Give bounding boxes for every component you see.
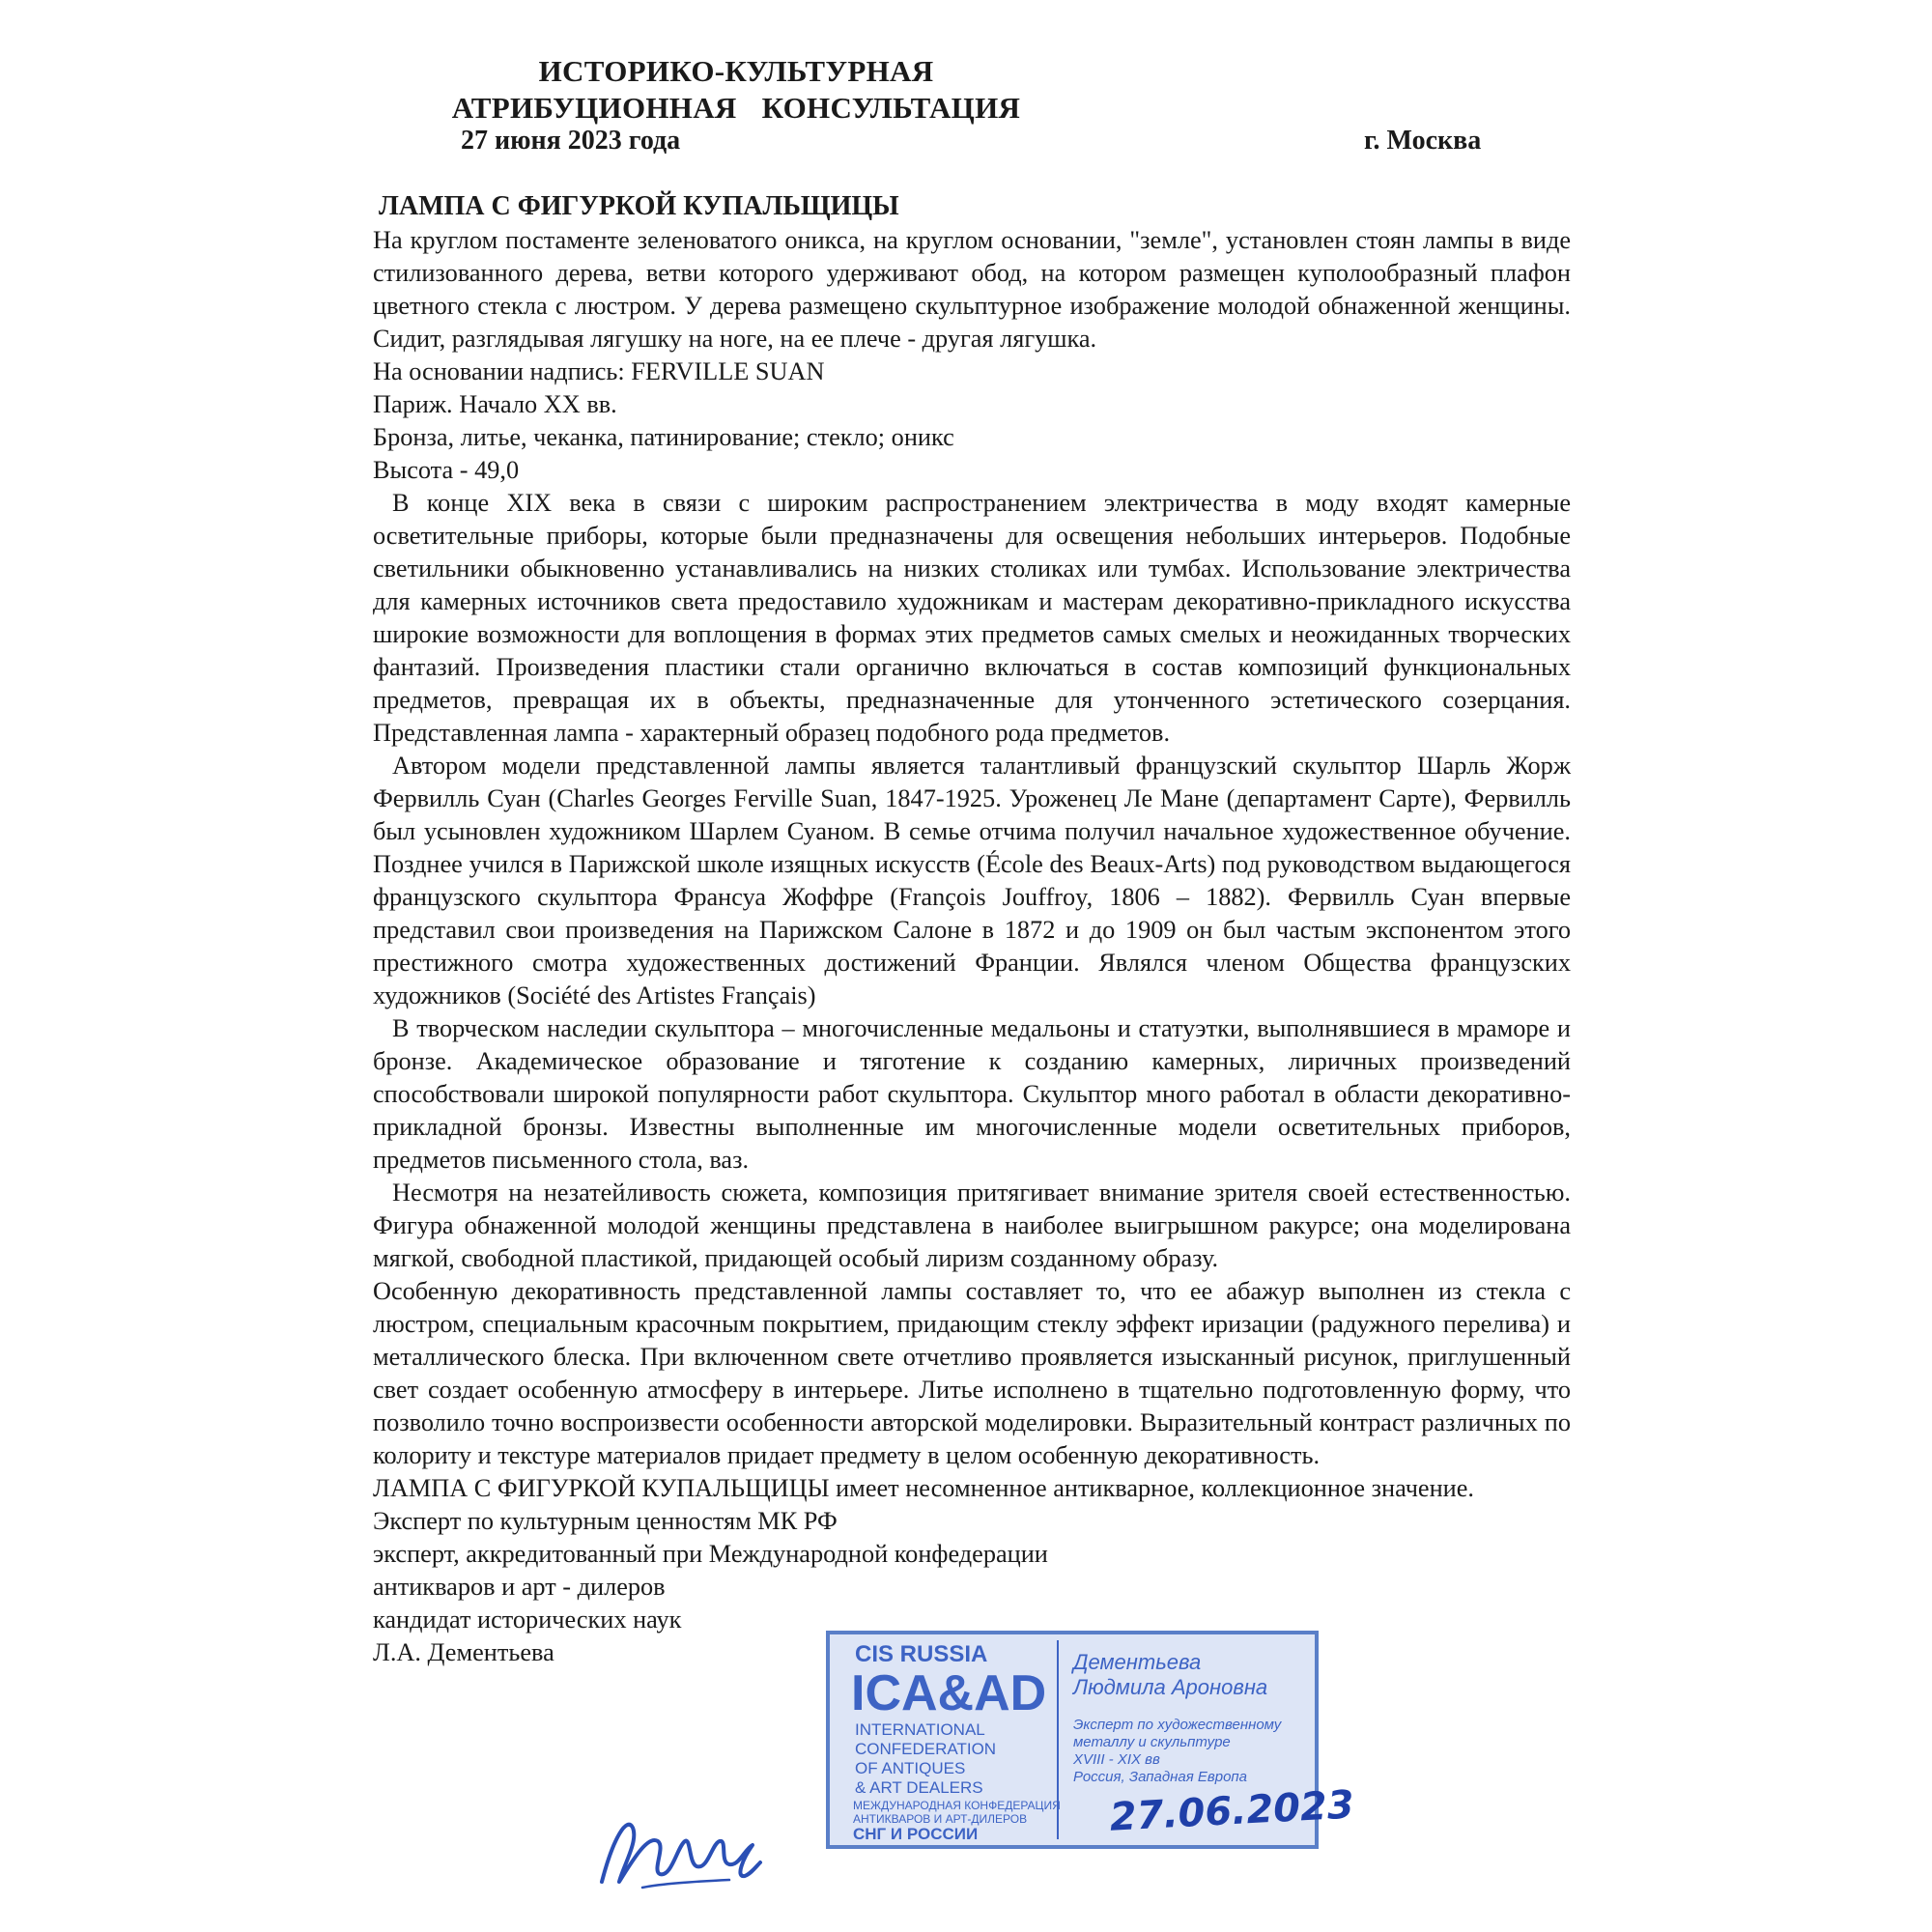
conclusion-statement: имеет несомненное антикварное, коллекционное значение. [836, 1474, 1474, 1502]
item-inscription: На основании надпись: FERVILLE SUAN [373, 357, 825, 385]
stamp-expert-name: Людмила Ароновна [1073, 1675, 1268, 1699]
document-title-line2: АТРИБУЦИОННАЯ КОНСУЛЬТАЦИЯ [451, 91, 1021, 125]
stamp-org-ru-3: СНГ И РОССИИ [853, 1825, 979, 1843]
stamp-org-en-3: OF ANTIQUES [855, 1759, 966, 1777]
paragraph-2: Автором модели представленной лампы является талантливый французский скульптор Шарль Жорж Фервилль Суан (Charles Georges Ferville Suan, 1847-1925. Уроженец Ле Мане (департамент Сарте), Фервилль был усыновлен художником Шарлем Суаном. В семье отчима получил начальное художественное обучение. Позднее учился в Парижской школе изящных искусств (École des Beaux-Arts) под руководством выдающегося французского скульптора Франсуа Жоффре (François Jouffroy, 1806 – 1882). Фервилль Суан впервые представил свои произведения на Парижском Салоне в 1872 и до 1909 он был частым экспонентом этого престижного смотра художественных достижений Франции. Являлся членом Общества французских художников (Société des Artistes Français) [373, 752, 1571, 1009]
document-title-line1: ИСТОРИКО-КУЛЬТУРНАЯ [538, 54, 934, 88]
stamp-org-abbr: ICA&AD [851, 1665, 1047, 1721]
stamp-spec-2: металлу и скульптуре [1073, 1734, 1231, 1750]
signature-graphic [584, 1799, 768, 1895]
paragraph-1: В конце XIX века в связи с широким распространением электричества в моду входят камерные осветительные приборы, которые были предназначены для освещения небольших интерьеров. Подобные светильники обыкновенно устанавливались на низких столиках или тумбах. Использование электричества для камерных источников света предоставило художникам и мастерам декоративно-прикладного искусства широкие возможности для воплощения в формах этих предметов самых смелых и неожиданных творческих фантазий. Произведения пластики стали органично включаться в состав композиций функциональных предметов, превращая их в объекты, предназначенные для утонченного эстетического созерцания. Представленная лампа - характерный образец подобного рода предметов. [373, 489, 1571, 747]
stamp-org-ru-2: АНТИКВАРОВ И АРТ-ДИЛЕРОВ [853, 1812, 1028, 1826]
stamp-org-top: CIS RUSSIA [855, 1641, 988, 1667]
stamp-org-en-4: & ART DEALERS [855, 1778, 983, 1797]
paragraph-4: Несмотря на незатейливость сюжета, композиция притягивает внимание зрителя своей естественностью. Фигура обнаженной молодой женщины представлена в наиболее выигрышном ракурсе; она моделирована мягкой, свободной пластикой, придающей особый лиризм созданному образу. [373, 1179, 1571, 1272]
stamp-expert-surname: Дементьева [1073, 1650, 1202, 1674]
document-city: г. Москва [1364, 126, 1482, 156]
stamp-handwritten-date: 27.06.2023 [1108, 1782, 1355, 1840]
stamp-graphic [830, 1634, 1355, 1845]
signatory-line1: Эксперт по культурным ценностям МК РФ [373, 1507, 838, 1535]
document-body [373, 189, 1571, 1669]
conclusion-item-name: ЛАМПА С ФИГУРКОЙ КУПАЛЬЩИЦЫ [373, 1474, 830, 1502]
item-name-heading: ЛАМПА С ФИГУРКОЙ КУПАЛЬЩИЦЫ [379, 191, 899, 221]
stamp-spec-4: Россия, Западная Европа [1073, 1769, 1248, 1785]
stamp-spec-1: Эксперт по художественному [1073, 1717, 1282, 1733]
stamp-org-ru-1: МЕЖДУНАРОДНАЯ КОНФЕДЕРАЦИЯ [853, 1799, 1061, 1812]
paragraph-5: Особенную декоративность представленной лампы составляет то, что ее абажур выполнен из стекла с люстром, специальным красочным покрытием, придающим стеклу эффект иризации (радужного перелива) и металлического блеска. При включенном свете отчетливо проявляется изысканный рисунок, приглушенный свет создает особенную атмосферу в интерьере. Литье исполнено в тщательно подготовленную форму, что позволило точно воспроизвести особенности авторской моделировки. Выразительный контраст различных по колориту и текстуре материалов придает предмету в целом особенную декоративность. [373, 1277, 1571, 1469]
paragraph-3: В творческом наследии скульптора – многочисленные медальоны и статуэтки, выполнявшиеся в мраморе и бронзе. Академическое образование и тяготение к созданию камерных, лиричных произведений способствовали широкой популярности работ скульптора. Скульптор много работал в области декоративно-прикладной бронзы. Известны выполненные им многочисленные модели осветительных приборов, предметов письменного стола, ваз. [373, 1014, 1571, 1174]
signatory-line4: кандидат исторических наук [373, 1605, 682, 1634]
signatory-line2: эксперт, аккредитованный при Международной конфедерации [373, 1540, 1048, 1568]
signatory-name: Л.А. Дементьева [373, 1638, 554, 1666]
signatory-line3: антикваров и арт - дилеров [373, 1573, 666, 1601]
stamp-spec-3: XVIII - XIX вв [1073, 1751, 1160, 1768]
item-description: На круглом постаменте зеленоватого оникса, на круглом основании, "земле", установлен стоян лампы в виде стилизованного дерева, ветви которого удерживают обод, на котором размещен куполообразный плафон цветного стекла с люстром. У дерева размещено скульптурное изображение молодой обнаженной женщины. Сидит, разглядывая лягушку на ноге, на ее плече - другая лягушка. [373, 226, 1571, 353]
stamp-org-en-2: CONFEDERATION [855, 1740, 997, 1758]
stamp-org-en-1: INTERNATIONAL [855, 1720, 985, 1739]
item-materials: Бронза, литье, чеканка, патинирование; стекло; оникс [373, 423, 954, 451]
item-height: Высота - 49,0 [373, 456, 520, 484]
expert-stamp [826, 1631, 1355, 1849]
document-date: 27 июня 2023 года [461, 126, 681, 156]
signature [584, 1799, 768, 1900]
conclusion [373, 1472, 1571, 1505]
item-origin: Париж. Начало XX вв. [373, 390, 617, 418]
